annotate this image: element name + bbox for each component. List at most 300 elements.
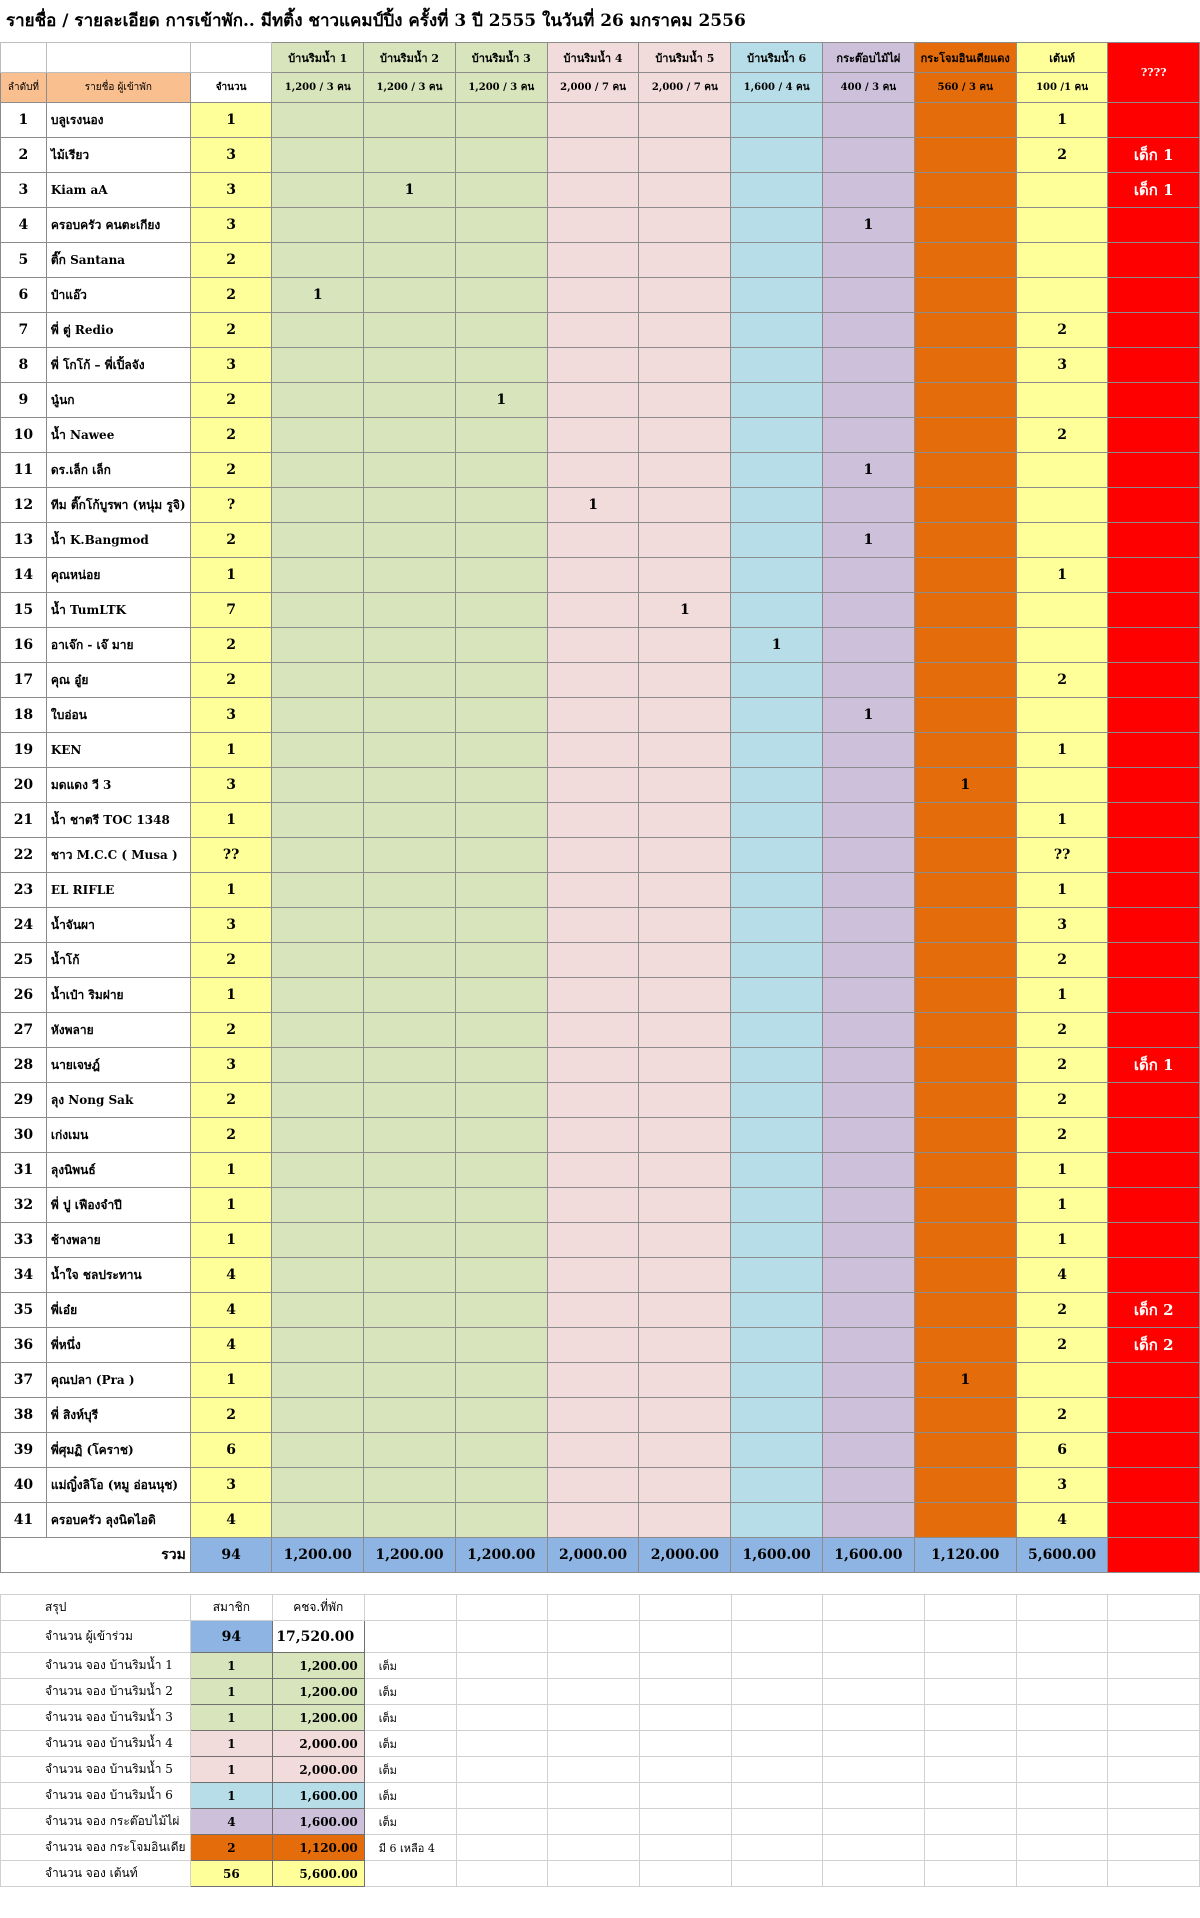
- summary-item-label: จำนวน จอง บ้านริมน้ำ 2: [1, 1679, 191, 1705]
- table-row: [1, 488, 1200, 523]
- booking-cell: [639, 243, 731, 278]
- booking-cell: [455, 698, 547, 733]
- guest-name: ดร.เล็ก เล็ก: [46, 453, 190, 488]
- empty-cell: [1016, 1679, 1108, 1705]
- booking-cell: [914, 488, 1016, 523]
- child-note: [1108, 593, 1200, 628]
- empty-cell: [364, 1595, 456, 1621]
- booking-cell: [455, 1013, 547, 1048]
- booking-cell: [639, 558, 731, 593]
- booking-cell: [731, 103, 823, 138]
- empty-cell: [1108, 1809, 1200, 1835]
- booking-cell: [731, 1118, 823, 1153]
- guest-count: 1: [190, 103, 272, 138]
- booking-cell: [547, 243, 639, 278]
- table-row: [1, 1048, 1200, 1083]
- empty-cell: [1108, 1679, 1200, 1705]
- booking-cell: [364, 908, 456, 943]
- table-row: [1, 1293, 1200, 1328]
- empty-cell: [640, 1621, 732, 1653]
- booking-cell: [1016, 698, 1108, 733]
- booking-cell: [823, 1433, 915, 1468]
- booking-cell: [272, 1468, 364, 1503]
- booking-cell: ??: [1016, 838, 1108, 873]
- guest-name: คุณหน่อย: [46, 558, 190, 593]
- booking-cell: [639, 1293, 731, 1328]
- row-number: 22: [1, 838, 47, 873]
- booking-cell: [272, 1363, 364, 1398]
- child-note: [1108, 1503, 1200, 1538]
- empty-cell: [731, 1705, 823, 1731]
- guest-count: 1: [190, 873, 272, 908]
- empty-cell: [1016, 1731, 1108, 1757]
- booking-cell: [914, 978, 1016, 1013]
- child-note: [1108, 1258, 1200, 1293]
- summary-participants-count: 94: [190, 1621, 272, 1653]
- booking-cell: 2: [1016, 1013, 1108, 1048]
- booking-cell: [364, 1048, 456, 1083]
- booking-cell: [547, 453, 639, 488]
- guest-count: 1: [190, 803, 272, 838]
- summary-item-count: 56: [190, 1861, 272, 1887]
- booking-cell: [547, 838, 639, 873]
- empty-cell: [548, 1705, 640, 1731]
- booking-cell: 1: [914, 768, 1016, 803]
- empty-cell: [548, 1861, 640, 1887]
- booking-cell: 1: [1016, 558, 1108, 593]
- empty-cell: [1108, 1835, 1200, 1861]
- totals-amount: 1,600.00: [731, 1538, 823, 1573]
- booking-cell: [455, 838, 547, 873]
- guest-name: น้ำ ชาตรี TOC 1348: [46, 803, 190, 838]
- booking-cell: [639, 1468, 731, 1503]
- child-note: [1108, 733, 1200, 768]
- booking-cell: [272, 1048, 364, 1083]
- guest-count: 2: [190, 418, 272, 453]
- child-note: [1108, 663, 1200, 698]
- booking-cell: [731, 838, 823, 873]
- child-note: [1108, 803, 1200, 838]
- guest-name: ทีม ติ๊กโก้บูรพา (หนุ่ม รูจิ): [46, 488, 190, 523]
- booking-cell: 2: [1016, 138, 1108, 173]
- summary-item-count: 1: [190, 1731, 272, 1757]
- accommodation-price: 1,600 / 4 คน: [731, 73, 823, 103]
- child-note: [1108, 908, 1200, 943]
- child-note: [1108, 1188, 1200, 1223]
- summary-title: สรุป: [1, 1595, 191, 1621]
- accommodation-name: บ้านริมน้ำ 4: [547, 43, 639, 73]
- booking-cell: [823, 1083, 915, 1118]
- booking-cell: [364, 1503, 456, 1538]
- summary-item-count: 1: [190, 1783, 272, 1809]
- summary-item-amount: 1,200.00: [272, 1705, 364, 1731]
- booking-cell: [272, 803, 364, 838]
- empty-cell: [1016, 1783, 1108, 1809]
- booking-cell: [823, 838, 915, 873]
- empty-cell: [924, 1679, 1016, 1705]
- booking-cell: [547, 698, 639, 733]
- row-number: 4: [1, 208, 47, 243]
- booking-cell: [364, 1363, 456, 1398]
- booking-cell: [272, 1293, 364, 1328]
- guest-name: นู๋นก: [46, 383, 190, 418]
- booking-cell: [547, 803, 639, 838]
- table-row: [1, 1188, 1200, 1223]
- empty-cell: [823, 1621, 925, 1653]
- booking-cell: 1: [1016, 1153, 1108, 1188]
- empty-cell: [1108, 1621, 1200, 1653]
- accommodation-price: 100 /1 คน: [1016, 73, 1108, 103]
- booking-cell: 4: [1016, 1503, 1108, 1538]
- guest-name: น้ำ K.Bangmod: [46, 523, 190, 558]
- booking-cell: [914, 383, 1016, 418]
- booking-cell: [272, 243, 364, 278]
- empty-cell: [548, 1679, 640, 1705]
- row-number: 23: [1, 873, 47, 908]
- booking-cell: [455, 1048, 547, 1083]
- table-row: [1, 1468, 1200, 1503]
- booking-cell: [639, 1503, 731, 1538]
- booking-cell: [364, 1153, 456, 1188]
- booking-cell: 1: [914, 1363, 1016, 1398]
- booking-cell: [547, 943, 639, 978]
- guest-count: 1: [190, 978, 272, 1013]
- booking-cell: [1016, 453, 1108, 488]
- accommodation-price: 1,200 / 3 คน: [272, 73, 364, 103]
- booking-cell: [823, 1363, 915, 1398]
- booking-cell: [823, 1223, 915, 1258]
- booking-cell: [272, 523, 364, 558]
- booking-cell: 1: [1016, 1223, 1108, 1258]
- empty-cell: [924, 1783, 1016, 1809]
- child-note: เด็ก 2: [1108, 1328, 1200, 1363]
- empty-cell: [456, 1757, 548, 1783]
- booking-cell: [455, 1188, 547, 1223]
- empty-cell: [823, 1757, 925, 1783]
- booking-cell: [639, 1083, 731, 1118]
- booking-cell: 2: [1016, 943, 1108, 978]
- booking-cell: [639, 1188, 731, 1223]
- summary-participants-amount: 17,520.00: [272, 1621, 364, 1653]
- row-number: 31: [1, 1153, 47, 1188]
- booking-cell: [364, 488, 456, 523]
- guest-name: พี่ สิงห์บุรี: [46, 1398, 190, 1433]
- booking-cell: [272, 1223, 364, 1258]
- booking-cell: [823, 978, 915, 1013]
- empty-cell: [640, 1835, 732, 1861]
- booking-cell: [639, 628, 731, 663]
- child-note: [1108, 698, 1200, 733]
- summary-item-amount: 2,000.00: [272, 1757, 364, 1783]
- child-note: [1108, 383, 1200, 418]
- booking-cell: [823, 1013, 915, 1048]
- booking-cell: [914, 313, 1016, 348]
- empty-cell: [640, 1861, 732, 1887]
- totals-amount: 1,120.00: [914, 1538, 1016, 1573]
- booking-cell: [639, 663, 731, 698]
- table-row: [1, 978, 1200, 1013]
- empty-cell: [1016, 1621, 1108, 1653]
- booking-cell: 1: [272, 278, 364, 313]
- booking-cell: [731, 208, 823, 243]
- booking-cell: [731, 1328, 823, 1363]
- child-note: [1108, 488, 1200, 523]
- guest-count: 1: [190, 1153, 272, 1188]
- summary-item-count: 1: [190, 1705, 272, 1731]
- summary-row: [1, 1783, 1200, 1809]
- booking-cell: [547, 1363, 639, 1398]
- row-number: 35: [1, 1293, 47, 1328]
- booking-cell: [547, 208, 639, 243]
- booking-cell: [364, 663, 456, 698]
- booking-cell: [455, 1363, 547, 1398]
- guest-name: ลุง Nong Sak: [46, 1083, 190, 1118]
- booking-cell: [823, 803, 915, 838]
- empty-cell: [823, 1595, 925, 1621]
- booking-cell: [455, 558, 547, 593]
- booking-cell: [364, 1293, 456, 1328]
- table-row: [1, 1013, 1200, 1048]
- child-note: [1108, 1363, 1200, 1398]
- sheet-title: รายชื่อ / รายละเอียด การเข้าพัก.. มีทติ้ง ชาวแคมป์ปิ้ง ครั้งที่ 3 ปี 2555 ในวันที่ 26 มกราคม 2556: [6, 11, 746, 31]
- row-number: 25: [1, 943, 47, 978]
- table-row: [1, 1258, 1200, 1293]
- child-note: [1108, 1398, 1200, 1433]
- guest-count: 2: [190, 313, 272, 348]
- booking-cell: [639, 873, 731, 908]
- summary-row: [1, 1861, 1200, 1887]
- row-number: 12: [1, 488, 47, 523]
- booking-cell: [455, 1118, 547, 1153]
- booking-cell: [455, 1433, 547, 1468]
- empty-cell: [640, 1809, 732, 1835]
- booking-cell: [823, 313, 915, 348]
- totals-blank: [1108, 1538, 1200, 1573]
- booking-cell: 1: [1016, 873, 1108, 908]
- booking-cell: [914, 278, 1016, 313]
- summary-item-label: จำนวน จอง กระต๊อบไม้ไผ่: [1, 1809, 191, 1835]
- booking-cell: [1016, 768, 1108, 803]
- booking-cell: [731, 278, 823, 313]
- row-number: 19: [1, 733, 47, 768]
- booking-cell: [272, 698, 364, 733]
- child-note: [1108, 1083, 1200, 1118]
- table-row: [1, 173, 1200, 208]
- booking-cell: [639, 348, 731, 383]
- guest-name: ป๋าแอ๊ว: [46, 278, 190, 313]
- row-number: 6: [1, 278, 47, 313]
- table-row: [1, 1223, 1200, 1258]
- booking-cell: [914, 1118, 1016, 1153]
- empty-cell: [1016, 1705, 1108, 1731]
- booking-cell: 2: [1016, 1048, 1108, 1083]
- guest-count: 4: [190, 1258, 272, 1293]
- table-row: [1, 278, 1200, 313]
- child-note: [1108, 1118, 1200, 1153]
- booking-cell: [914, 173, 1016, 208]
- booking-cell: [272, 943, 364, 978]
- guest-count: ??: [190, 838, 272, 873]
- booking-cell: [364, 1398, 456, 1433]
- summary-row: [1, 1731, 1200, 1757]
- booking-cell: [547, 383, 639, 418]
- table-row: [1, 453, 1200, 488]
- guest-name: อาเจ๊ก - เจ๊ มาย: [46, 628, 190, 663]
- booking-cell: 1: [1016, 978, 1108, 1013]
- accommodation-name: บ้านริมน้ำ 2: [364, 43, 456, 73]
- empty-cell: [823, 1809, 925, 1835]
- booking-cell: [547, 978, 639, 1013]
- row-number: 29: [1, 1083, 47, 1118]
- summary-item-label: จำนวน จอง บ้านริมน้ำ 1: [1, 1653, 191, 1679]
- header-blank: [1, 43, 47, 73]
- row-number: 38: [1, 1398, 47, 1433]
- booking-cell: [731, 1083, 823, 1118]
- booking-cell: [364, 978, 456, 1013]
- empty-cell: [456, 1731, 548, 1757]
- child-note: เด็ก 1: [1108, 1048, 1200, 1083]
- booking-cell: [455, 1468, 547, 1503]
- child-note: [1108, 453, 1200, 488]
- summary-item-count: 1: [190, 1757, 272, 1783]
- booking-cell: [272, 418, 364, 453]
- booking-cell: [272, 173, 364, 208]
- booking-cell: [823, 1293, 915, 1328]
- booking-cell: 6: [1016, 1433, 1108, 1468]
- booking-cell: [823, 1503, 915, 1538]
- empty-cell: [823, 1653, 925, 1679]
- booking-cell: [639, 1258, 731, 1293]
- empty-cell: [456, 1861, 548, 1887]
- table-row: [1, 943, 1200, 978]
- booking-cell: [547, 1293, 639, 1328]
- empty-cell: [1016, 1757, 1108, 1783]
- booking-cell: [639, 698, 731, 733]
- empty-cell: [731, 1595, 823, 1621]
- booking-cell: [1016, 173, 1108, 208]
- table-row: [1, 733, 1200, 768]
- empty-cell: [823, 1731, 925, 1757]
- totals-amount: 1,600.00: [823, 1538, 915, 1573]
- booking-cell: [547, 1153, 639, 1188]
- header-blank: [46, 43, 190, 73]
- guest-count: 1: [190, 558, 272, 593]
- booking-cell: [731, 173, 823, 208]
- booking-table: [0, 42, 1200, 1573]
- booking-cell: [272, 488, 364, 523]
- booking-cell: [639, 1118, 731, 1153]
- booking-cell: [1016, 208, 1108, 243]
- totals-amount: 1,200.00: [455, 1538, 547, 1573]
- booking-cell: [731, 348, 823, 383]
- booking-cell: [272, 453, 364, 488]
- booking-cell: 2: [1016, 1083, 1108, 1118]
- row-number: 40: [1, 1468, 47, 1503]
- empty-cell: [456, 1835, 548, 1861]
- booking-cell: [364, 558, 456, 593]
- booking-cell: [914, 208, 1016, 243]
- booking-cell: 1: [823, 698, 915, 733]
- row-number: 15: [1, 593, 47, 628]
- empty-cell: [456, 1621, 548, 1653]
- booking-cell: [364, 383, 456, 418]
- row-number: 27: [1, 1013, 47, 1048]
- booking-cell: [272, 768, 364, 803]
- empty-cell: [456, 1679, 548, 1705]
- booking-cell: [914, 698, 1016, 733]
- booking-cell: [823, 733, 915, 768]
- empty-cell: [456, 1809, 548, 1835]
- booking-cell: 4: [1016, 1258, 1108, 1293]
- accommodation-name: กระโจมอินเดียแดง: [914, 43, 1016, 73]
- booking-cell: [731, 1153, 823, 1188]
- table-row: [1, 768, 1200, 803]
- row-number: 5: [1, 243, 47, 278]
- table-row: [1, 138, 1200, 173]
- header-blank: [190, 43, 272, 73]
- booking-cell: [547, 523, 639, 558]
- child-note: [1108, 1013, 1200, 1048]
- booking-cell: [547, 138, 639, 173]
- booking-cell: [272, 838, 364, 873]
- empty-cell: [1016, 1809, 1108, 1835]
- booking-cell: [639, 733, 731, 768]
- booking-cell: [547, 1503, 639, 1538]
- guest-count: 1: [190, 1223, 272, 1258]
- booking-cell: [823, 138, 915, 173]
- booking-cell: [914, 1503, 1016, 1538]
- booking-cell: 1: [364, 173, 456, 208]
- table-row: [1, 908, 1200, 943]
- guest-name: น้ำ TumLTK: [46, 593, 190, 628]
- row-number: 18: [1, 698, 47, 733]
- booking-cell: [272, 978, 364, 1013]
- guest-count: 2: [190, 1083, 272, 1118]
- booking-cell: [455, 593, 547, 628]
- booking-cell: 2: [1016, 1118, 1108, 1153]
- booking-cell: [547, 1083, 639, 1118]
- guest-name: ติ๊ก Santana: [46, 243, 190, 278]
- booking-cell: [547, 278, 639, 313]
- empty-cell: [1016, 1595, 1108, 1621]
- child-note: [1108, 1433, 1200, 1468]
- table-row: [1, 593, 1200, 628]
- guest-name: มดแดง วี 3: [46, 768, 190, 803]
- summary-item-note: มี 6 เหลือ 4: [364, 1835, 456, 1861]
- booking-cell: [914, 908, 1016, 943]
- row-number: 26: [1, 978, 47, 1013]
- empty-cell: [640, 1757, 732, 1783]
- accommodation-name: บ้านริมน้ำ 5: [639, 43, 731, 73]
- guest-name: น้ำ Nawee: [46, 418, 190, 453]
- guest-name: พี่ โกโก้ – พี่เปิ้ลจัง: [46, 348, 190, 383]
- booking-cell: [914, 243, 1016, 278]
- booking-cell: [272, 138, 364, 173]
- guest-count: ?: [190, 488, 272, 523]
- empty-cell: [548, 1653, 640, 1679]
- booking-cell: [914, 1153, 1016, 1188]
- summary-item-note: เต็ม: [364, 1731, 456, 1757]
- guest-count: 2: [190, 1118, 272, 1153]
- booking-cell: [823, 173, 915, 208]
- booking-cell: [914, 348, 1016, 383]
- booking-cell: [1016, 628, 1108, 663]
- table-row: [1, 103, 1200, 138]
- child-note: [1108, 873, 1200, 908]
- booking-cell: [823, 1188, 915, 1223]
- booking-cell: [547, 348, 639, 383]
- empty-cell: [731, 1809, 823, 1835]
